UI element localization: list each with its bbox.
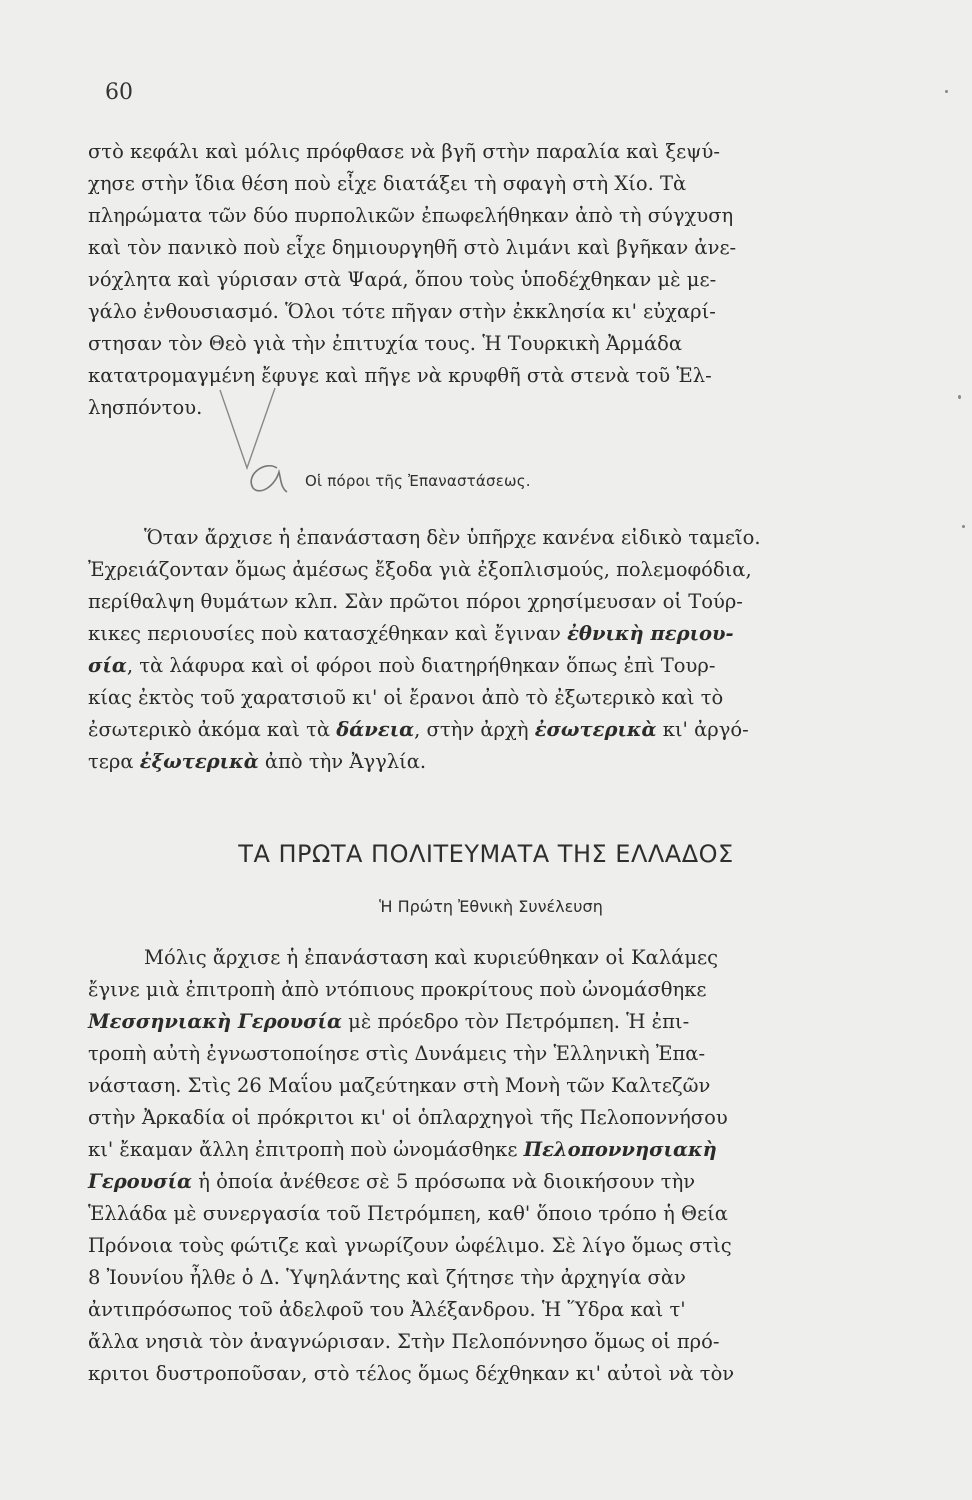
page-number: 60 [105,80,133,105]
text-segment: ἀντιπρόσωπος τοῦ ἀδελφοῦ του Ἀλέξανδρου. Ἡ Ὕδρα καὶ τ' [88,1298,686,1321]
text-line [88,682,848,714]
section-heading-revenues: Οἱ πόροι τῆς Ἐπαναστάσεως. [305,472,531,490]
text-segment: κι' ἔκαμαν ἄλλη ἐπιτροπὴ ποὺ ὠνομάσθηκε [88,1138,524,1161]
text-line [88,974,848,1006]
text-line [88,1038,848,1070]
text-line: καὶ τὸν πανικὸ ποὺ εἶχε δημιουργηθῆ στὸ λιμάνι καὶ βγῆκαν ἀνε- [88,236,737,259]
text-line [88,714,848,746]
emphasized-term: Γερουσία [88,1170,193,1193]
text-line: πληρώματα τῶν δύο πυρπολικῶν ἐπωφελήθηκαν ἀπὸ τὴ σύγχυση [88,204,734,227]
text-line: κατατρομαγμένη ἔφυγε καὶ πῆγε νὰ κρυφθῆ στὰ στενὰ τοῦ Ἑλ- [88,364,712,387]
text-line [88,1326,848,1358]
emphasized-term: Πελοποννησιακὴ [523,1138,717,1161]
emphasized-term: Μεσσηνιακὴ Γερουσία [88,1010,342,1033]
text-line [88,942,848,974]
text-segment: κι' ἀργό- [656,718,749,741]
text-line [88,1102,848,1134]
scan-speck [962,525,965,528]
text-segment: τερα [88,750,140,773]
text-segment: Μόλις ἄρχισε ἡ ἐπανάσταση καὶ κυριεύθηκαν οἱ Καλάμες [144,946,719,969]
scan-speck [958,395,961,399]
chapter-subtitle: Ἡ Πρώτη Ἐθνικὴ Συνέλευση [379,897,603,916]
text-segment: κίας ἐκτὸς τοῦ χαρατσιοῦ κι' οἱ ἔρανοι ἀπὸ τὸ ἐξωτερικὸ καὶ τὸ [88,686,724,709]
text-line: γάλο ἐνθουσιασμό. Ὅλοι τότε πῆγαν στὴν ἐκκλησία κι' εὐχαρί- [88,300,716,323]
text-line [88,1230,848,1262]
text-segment: ἔγινε μιὰ ἐπιτροπὴ ἀπὸ ντόπιους προκρίτους ποὺ ὠνομάσθηκε [88,978,707,1001]
text-segment: Ἐχρειάζονταν ὅμως ἀμέσως ἔξοδα γιὰ ἐξοπλισμούς, πολεμοφόδια, [88,558,752,581]
text-segment: κριτοι δυστροποῦσαν, στὸ τέλος ὅμως δέχθηκαν κι' αὐτοὶ νὰ τὸν [88,1362,735,1385]
emphasized-term: ἐθνικὴ περιου- [567,622,734,645]
text-line [88,1198,848,1230]
text-segment: ἄλλα νησιὰ τὸν ἀναγνώρισαν. Στὴν Πελοπόννησο ὅμως οἱ πρό- [88,1330,720,1353]
text-segment: κικες περιουσίες ποὺ κατασχέθηκαν καὶ ἔγιναν [88,622,568,645]
text-line: νόχλητα καὶ γύρισαν στὰ Ψαρά, ὅπου τοὺς ὑποδέχθηκαν μὲ με- [88,268,717,291]
text-segment: ἐσωτερικὸ ἀκόμα καὶ τὰ [88,718,337,741]
text-segment: ἀπὸ τὴν Ἀγγλία. [258,750,427,773]
text-segment: 8 Ἰουνίου ἦλθε ὁ Δ. Ὑψηλάντης καὶ ζήτησε τὴν ἀρχηγία σὰν [88,1266,686,1289]
paragraph-naval-victory [88,136,848,424]
text-line [88,522,848,554]
text-line: στὸ κεφάλι καὶ μόλις πρόφθασε νὰ βγῆ στὴν παραλία καὶ ξεψύ- [88,140,720,163]
text-segment: ἡ ὁποία ἀνέθεσε σὲ 5 πρόσωπα νὰ διοικήσουν τὴν [192,1170,696,1193]
text-segment: , στὴν ἀρχὴ [414,718,535,741]
text-segment: Ἑλλάδα μὲ συνεργασία τοῦ Πετρόμπεη, καθ' ὅποιο τρόπο ἡ Θεία [88,1202,728,1225]
emphasized-term: δάνεια [336,718,415,741]
text-line [88,650,848,682]
emphasized-term: ἐσωτερικὰ [534,718,657,741]
text-segment: νάσταση. Στὶς 26 Μαΐου μαζεύτηκαν στὴ Μονὴ τῶν Καλτεζῶν [88,1074,711,1097]
scan-speck [945,90,948,93]
paragraph-first-assembly [88,942,848,1390]
text-line: στησαν τὸν Θεὸ γιὰ τὴν ἐπιτυχία τους. Ἡ Τουρκικὴ Ἀρμάδα [88,332,683,355]
text-line [88,746,848,778]
text-line [88,618,848,650]
text-segment: περίθαλψη θυμάτων κλπ. Σὰν πρῶτοι πόροι χρησίμευσαν οἱ Τούρ- [88,590,743,613]
text-segment: , τὰ λάφυρα καὶ οἱ φόροι ποὺ διατηρήθηκαν ὅπως ἐπὶ Τουρ- [126,654,716,677]
emphasized-term: ἐξωτερικὰ [139,750,259,773]
chapter-title: ΤΑ ΠΡΩΤΑ ΠΟΛΙΤΕΥΜΑΤΑ ΤΗΣ ΕΛΛΑΔΟΣ [238,840,734,868]
text-line [88,1294,848,1326]
text-line [88,554,848,586]
handwritten-check-mark [215,380,305,510]
text-segment: τροπὴ αὐτὴ ἐγνωστοποίησε στὶς Δυνάμεις τὴν Ἑλληνικὴ Ἐπα- [88,1042,706,1065]
emphasized-term: σία [88,654,127,677]
text-line: λησπόντου. [88,396,203,419]
text-line [88,1070,848,1102]
text-line [88,1006,848,1038]
paragraph-revenues [88,522,848,778]
text-line [88,586,848,618]
text-segment: μὲ πρόεδρο τὸν Πετρόμπεη. Ἡ ἐπι- [341,1010,690,1033]
text-segment: στὴν Ἀρκαδία οἱ πρόκριτοι κι' οἱ ὁπλαρχηγοὶ τῆς Πελοποννήσου [88,1106,728,1129]
text-segment: Ὅταν ἄρχισε ἡ ἐπανάσταση δὲν ὑπῆρχε κανένα εἰδικὸ ταμεῖο. [144,526,761,549]
text-segment: Πρόνοια τοὺς φώτιζε καὶ γνωρίζουν ὠφέλιμο. Σὲ λίγο ὅμως στὶς [88,1234,732,1257]
text-line [88,1166,848,1198]
text-line [88,1262,848,1294]
text-line [88,1134,848,1166]
text-line [88,1358,848,1390]
text-line: χησε στὴν ἴδια θέση ποὺ εἶχε διατάξει τὴ σφαγὴ στὴ Χίο. Τὰ [88,172,687,195]
